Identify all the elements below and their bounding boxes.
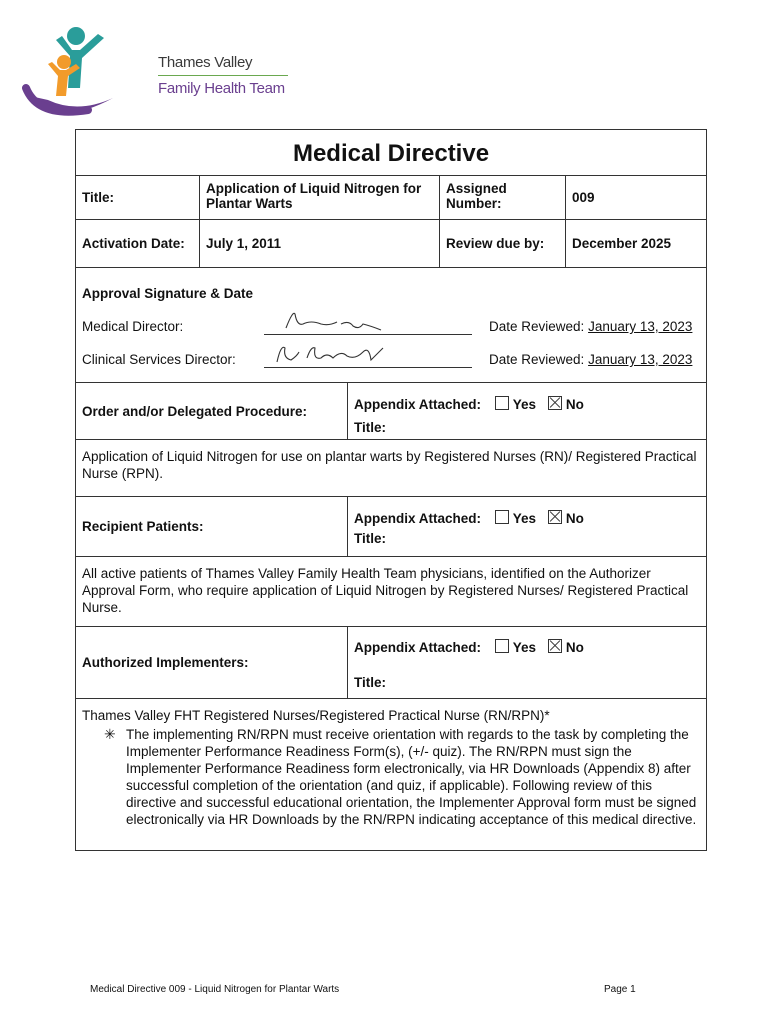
- no-checkbox-checked[interactable]: [548, 639, 562, 653]
- medical-director-label: Medical Director:: [82, 319, 184, 334]
- approval-heading: Approval Signature & Date: [82, 286, 254, 301]
- appendix-no-option[interactable]: [548, 397, 584, 412]
- appendix-attached-label: Appendix Attached:: [354, 397, 482, 412]
- appendix-no-option[interactable]: [548, 640, 584, 655]
- appendix-title-label: Title:: [354, 531, 387, 546]
- date-reviewed-1: [489, 319, 692, 334]
- recipient-patients-text: All active patients of Thames Valley Family Health Team physicians, identified on the Authorizer Approval Form, who require application of Liquid Nitrogen by Registered Nurses/ Registered Practical Nurse.: [76, 557, 706, 627]
- no-checkbox-checked[interactable]: [548, 396, 562, 410]
- assigned-number-value: 009: [572, 190, 595, 205]
- no-checkbox-checked[interactable]: [548, 510, 562, 524]
- yes-checkbox[interactable]: [495, 639, 509, 653]
- appendix-no-option[interactable]: [548, 511, 584, 526]
- date-reviewed-label-2: Date Reviewed:: [489, 352, 585, 367]
- title-label: Title:: [76, 176, 200, 219]
- appendix-attached-label: Appendix Attached:: [354, 511, 482, 526]
- review-due-label: Review due by:: [440, 220, 566, 267]
- yes-label: Yes: [512, 397, 537, 412]
- appendix-title-label: Title:: [354, 675, 387, 690]
- asterisk-bullet-icon: ✳: [104, 726, 116, 742]
- logo-line-1: Thames Valley: [158, 54, 253, 71]
- date-reviewed-2: [489, 352, 692, 367]
- document-title: Medical Directive: [76, 130, 706, 176]
- activation-date-label: Activation Date:: [76, 220, 200, 267]
- medical-director-signature: [281, 306, 391, 336]
- yes-checkbox[interactable]: [495, 396, 509, 410]
- no-label: No: [565, 640, 584, 655]
- authorized-implementers-text: [76, 699, 706, 851]
- implementers-bullet: [82, 726, 700, 828]
- appendix-attached-label: Appendix Attached:: [354, 640, 482, 655]
- appendix-yes-option[interactable]: [495, 397, 536, 412]
- assigned-number-label: Assigned Number:: [440, 176, 566, 219]
- date-reviewed-value-2: January 13, 2023: [588, 352, 693, 367]
- appendix-title-label: Title:: [354, 420, 387, 435]
- order-procedure-label: Order and/or Delegated Procedure:: [76, 383, 348, 439]
- title-row: [76, 176, 706, 220]
- logo-figures-graphic: [18, 18, 138, 118]
- clinical-director-label: Clinical Services Director:: [82, 352, 236, 367]
- order-procedure-text: Application of Liquid Nitrogen for use on plantar warts by Registered Nurses (RN)/ Registered Practical Nurse (RPN).: [76, 440, 706, 497]
- activation-row: [76, 220, 706, 268]
- directive-table: [75, 129, 707, 851]
- yes-checkbox[interactable]: [495, 510, 509, 524]
- review-due-value: December 2025: [572, 236, 672, 251]
- clinical-director-signature: [271, 338, 396, 368]
- logo-line-2: Family Health Team: [158, 80, 285, 97]
- order-procedure-row: [76, 383, 706, 440]
- approval-section: [76, 268, 706, 383]
- activation-date-value: July 1, 2011: [200, 220, 440, 267]
- no-label: No: [565, 511, 584, 526]
- date-reviewed-label-1: Date Reviewed:: [489, 319, 585, 334]
- implementers-intro: Thames Valley FHT Registered Nurses/Registered Practical Nurse (RN/RPN)*: [82, 708, 550, 723]
- footer-page-number: Page 1: [604, 984, 636, 995]
- appendix-yes-option[interactable]: [495, 511, 536, 526]
- logo-divider: [158, 75, 288, 76]
- organization-logo: [18, 18, 288, 118]
- title-value: Application of Liquid Nitrogen for Plantar Warts: [200, 176, 440, 219]
- appendix-yes-option[interactable]: [495, 640, 536, 655]
- authorized-implementers-label: Authorized Implementers:: [76, 627, 348, 698]
- authorized-implementers-row: [76, 627, 706, 699]
- footer-document-name: Medical Directive 009 - Liquid Nitrogen for Plantar Warts: [90, 984, 340, 995]
- implementers-bullet-text: The implementing RN/RPN must receive orientation with regards to the task by completing the Implementer Performance Readiness Form(s), (+/- quiz). The RN/RPN must sign the Implementer Performance Readiness form electronically, via HR Downloads (Appendix 8) after successful completion of the orientation (and quiz, if applicable). Following review of this directive and successful educational orientation, the Implementer Approval form must be signed electronically via HR Downloads by the RN/RPN indicating acceptance of this medical directive.: [126, 727, 697, 827]
- yes-label: Yes: [512, 640, 537, 655]
- yes-label: Yes: [512, 511, 537, 526]
- recipient-patients-label: Recipient Patients:: [76, 497, 348, 556]
- date-reviewed-value-1: January 13, 2023: [588, 319, 693, 334]
- no-label: No: [565, 397, 584, 412]
- recipient-patients-row: [76, 497, 706, 557]
